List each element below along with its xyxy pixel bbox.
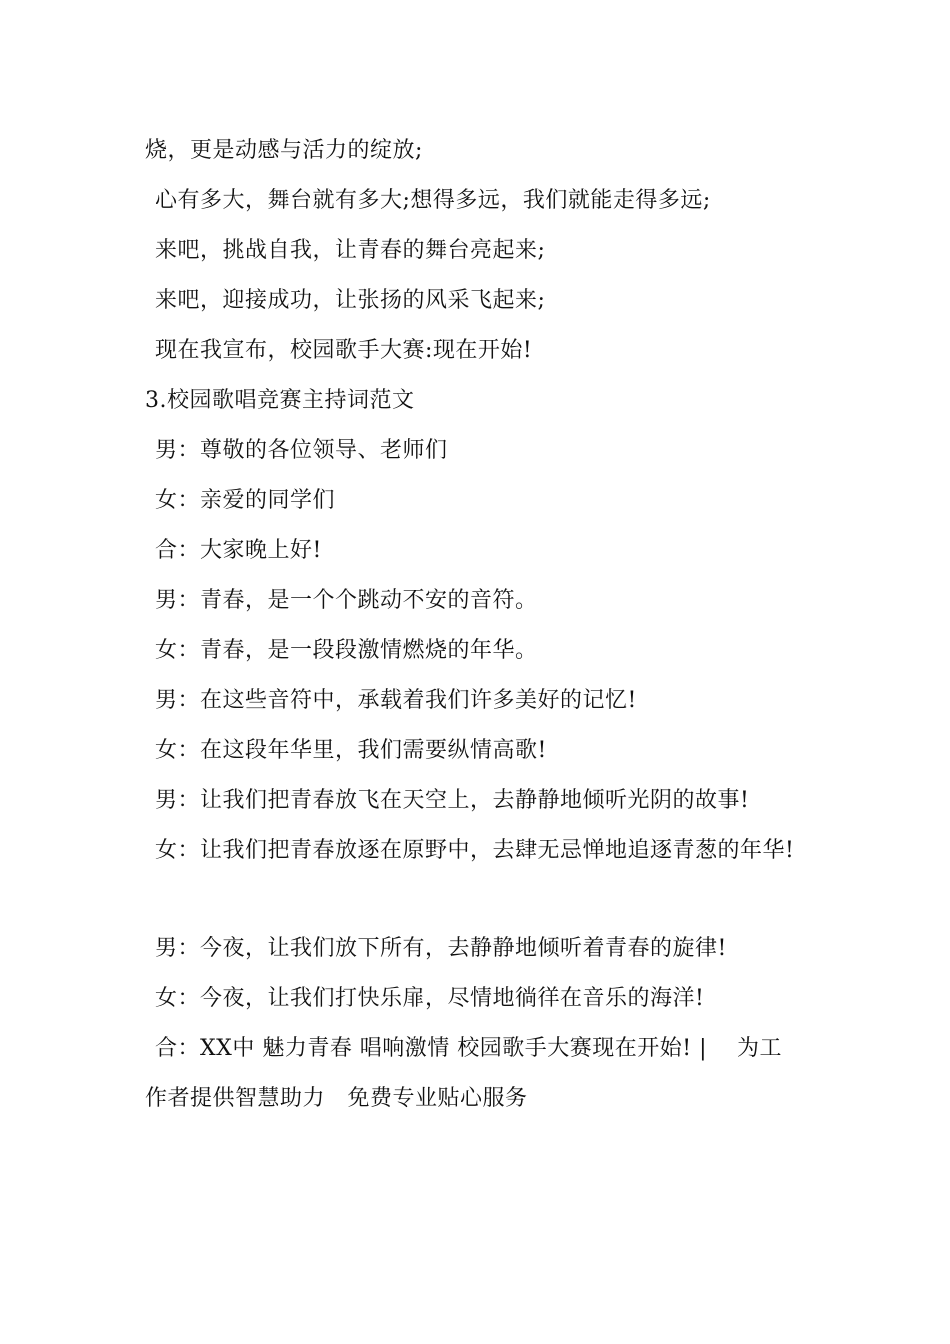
text-line: 女：今夜，让我们打快乐扉，尽情地徜徉在音乐的海洋! [155, 986, 705, 1011]
text-line: 烧，更是动感与活力的绽放; [145, 138, 423, 163]
text-line: 作者提供智慧助力 免费专业贴心服务 [145, 1086, 528, 1111]
text-line: 男：让我们把青春放飞在天空上，去静静地倾听光阴的故事! [155, 788, 750, 813]
text-line: 女：青春，是一段段激情燃烧的年华。 [155, 638, 538, 663]
text-line: 男：今夜，让我们放下所有，去静静地倾听着青春的旋律! [155, 936, 727, 961]
text-line: 来吧，挑战自我，让青春的舞台亮起来; [155, 238, 546, 263]
text-line: 女：在这段年华里，我们需要纵情高歌! [155, 738, 547, 763]
text-line: 男：青春，是一个个跳动不安的音符。 [155, 588, 538, 613]
text-line: 心有多大，舞台就有多大;想得多远，我们就能走得多远; [155, 188, 711, 213]
text-line: 女：亲爱的同学们 [155, 488, 336, 513]
text-line: 女：让我们把青春放逐在原野中，去肆无忌惮地追逐青葱的年华! [155, 838, 795, 863]
text-line: 合：大家晚上好! [155, 538, 322, 563]
section-heading: 3.校园歌唱竞赛主持词范文 [145, 388, 415, 413]
text-line: 合：XX中 魅力青春 唱响激情 校园歌手大赛现在开始! | 为工 [155, 1036, 783, 1061]
text-line: 男：在这些音符中，承载着我们许多美好的记忆! [155, 688, 637, 713]
text-line: 男：尊敬的各位领导、老师们 [155, 438, 448, 463]
text-line: 来吧，迎接成功，让张扬的风采飞起来; [155, 288, 546, 313]
text-line: 现在我宣布，校园歌手大赛:现在开始! [155, 338, 533, 363]
